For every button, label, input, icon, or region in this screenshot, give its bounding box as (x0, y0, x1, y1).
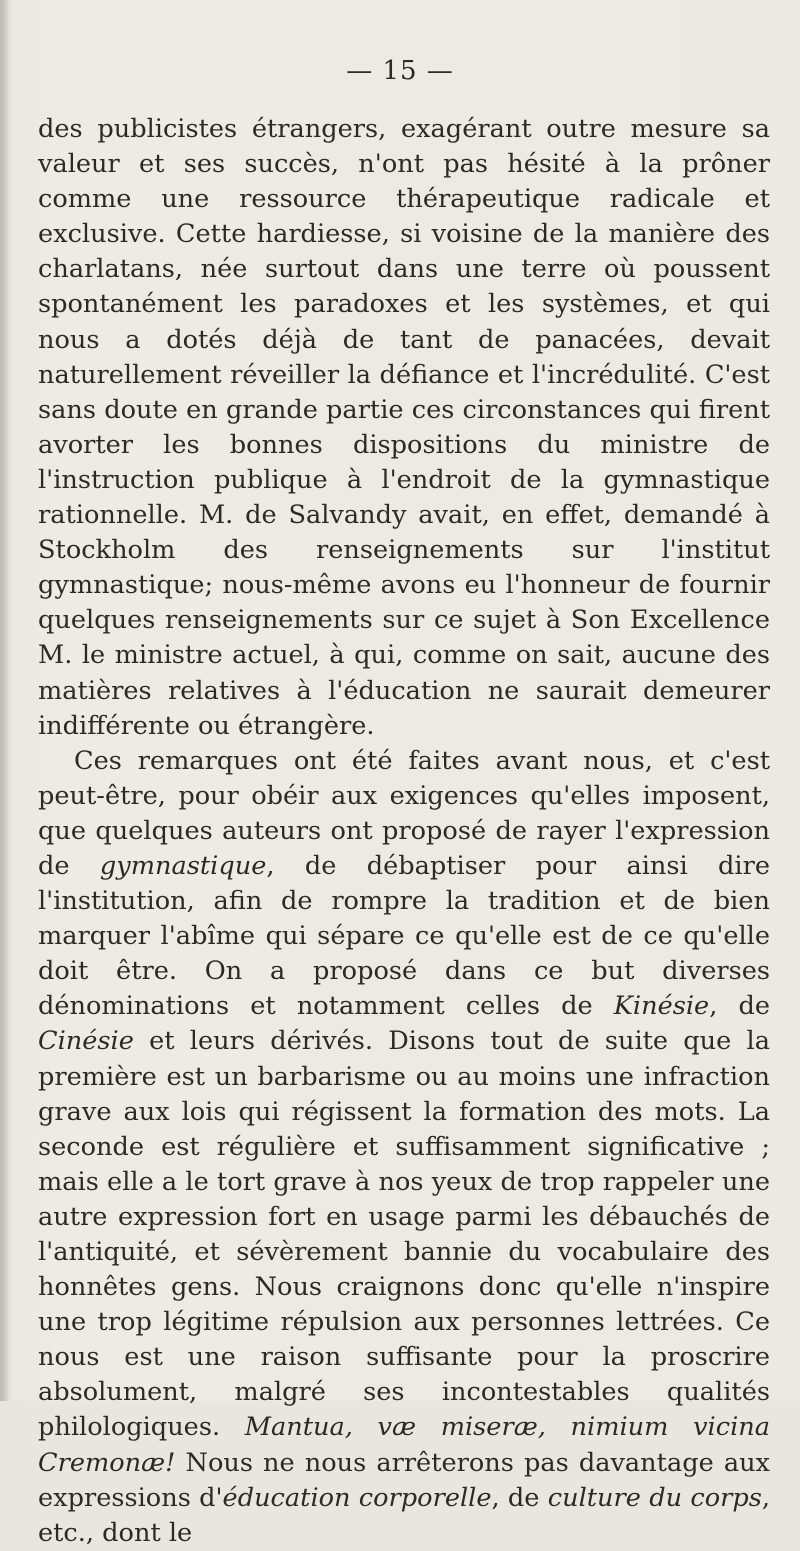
text-segment: , etc., dont le (38, 1482, 770, 1548)
paragraph-2 (38, 744, 770, 1551)
italic-term-education-corporelle: éducation corporelle (222, 1482, 492, 1513)
italic-term-culture-du-corps: culture du corps (547, 1482, 762, 1513)
italic-latin-quote: Mantua, væ miseræ, nimium vicina Cremonæ! (38, 1412, 770, 1478)
text-segment: Nous ne nous arrêterons pas davantage aux expressions d' (38, 1447, 770, 1513)
italic-term-kinesie: Kinésie (613, 991, 710, 1022)
text-segment: , de (709, 991, 770, 1022)
text-segment: Ces remarques ont été faites avant nous, et c'est peut-être, pour obéir aux exigences qu'elles imposent, que quelques auteurs ont proposé de rayer l'expression de (38, 745, 770, 881)
page-gutter-shadow (0, 0, 10, 1401)
paragraph-1 (38, 112, 770, 744)
italic-term-gymnastique: gymnastique (99, 850, 267, 881)
text-segment: , de débaptiser pour ainsi dire l'institution, afin de rompre la tradition et de bien marquer l'abîme qui sépare ce qu'elle est de ce qu'elle doit être. On a proposé dans ce but diverses dénominations et notamment celles de (38, 850, 770, 1022)
text-segment: et leurs dérivés. Disons tout de suite que la première est un barbarisme ou au moins une infraction grave aux lois qui régissent la formation des mots. La seconde est régulière et suffisamment significative ; mais elle a le tort grave à nos yeux de trop rappeler une autre expression fort en usage parmi les débauchés de l'antiquité, et sévèrement bannie du vocabulaire des honnêtes gens. Nous craignons donc qu'elle n'inspire une trop légitime répulsion aux personnes lettrées. Ce nous est une raison suffisante pour la proscrire absolument, malgré ses incontestables qualités philologiques. (38, 1026, 770, 1443)
body-text (38, 112, 770, 1551)
page-number: — 15 — (346, 56, 454, 86)
text-segment: , de (491, 1482, 548, 1513)
italic-term-cinesie: Cinésie (38, 1026, 134, 1057)
text-segment: des publicistes étrangers, exagérant outre mesure sa valeur et ses succès, n'ont pas hésité à la prôner comme une ressource thérapeutique radicale et exclusive. Cette hardiesse, si voisine de la manière des charlatans, née surtout dans une terre où poussent spontanément les paradoxes et les systèmes, et qui nous a dotés déjà de tant de panacées, devait naturellement réveiller la défiance et l'incrédulité. C'est sans doute en grande partie ces circonstances qui firent avorter les bonnes dispositions du ministre de l'instruction publique à l'endroit de la gymnastique rationnelle. M. de Salvandy avait, en effet, demandé à Stockholm des renseignements sur l'institut gymnastique; nous-même avons eu l'honneur de fournir quelques renseignements sur ce sujet à Son Excellence M. le ministre actuel, à qui, comme on sait, aucune des matières relatives à l'éducation ne saurait demeurer indifférente ou étrangère. (38, 114, 770, 741)
